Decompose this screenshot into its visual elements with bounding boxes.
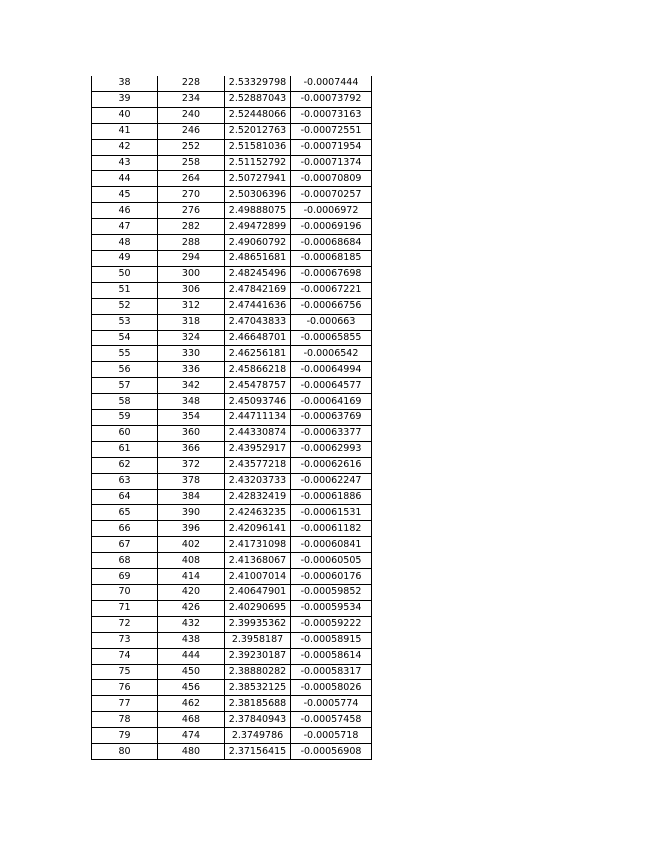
cell-index: 79: [92, 728, 158, 744]
cell-x: 450: [158, 664, 225, 680]
table-row: [92, 171, 372, 187]
cell-index: 59: [92, 410, 158, 426]
cell-value: 2.37840943: [225, 712, 291, 728]
cell-derivative: -0.00067698: [291, 266, 372, 282]
cell-derivative: -0.00071954: [291, 139, 372, 155]
cell-derivative: -0.00068684: [291, 235, 372, 251]
table-row: [92, 585, 372, 601]
cell-index: 75: [92, 664, 158, 680]
cell-value: 2.45478757: [225, 378, 291, 394]
table-row: [92, 330, 372, 346]
cell-value: 2.45866218: [225, 362, 291, 378]
table-row: [92, 489, 372, 505]
table-row: [92, 203, 372, 219]
table-row: [92, 473, 372, 489]
cell-index: 45: [92, 187, 158, 203]
cell-x: 258: [158, 155, 225, 171]
table-row: [92, 616, 372, 632]
table-row: [92, 219, 372, 235]
cell-index: 54: [92, 330, 158, 346]
cell-index: 61: [92, 441, 158, 457]
cell-index: 63: [92, 473, 158, 489]
table-row: [92, 632, 372, 648]
cell-x: 390: [158, 505, 225, 521]
cell-index: 43: [92, 155, 158, 171]
cell-value: 2.53329798: [225, 76, 291, 91]
cell-derivative: -0.00065855: [291, 330, 372, 346]
cell-value: 2.47842169: [225, 282, 291, 298]
cell-value: 2.40647901: [225, 585, 291, 601]
cell-x: 306: [158, 282, 225, 298]
cell-value: 2.42832419: [225, 489, 291, 505]
cell-value: 2.49472899: [225, 219, 291, 235]
cell-value: 2.49060792: [225, 235, 291, 251]
cell-index: 60: [92, 425, 158, 441]
cell-index: 50: [92, 266, 158, 282]
cell-index: 69: [92, 569, 158, 585]
cell-x: 414: [158, 569, 225, 585]
cell-index: 68: [92, 553, 158, 569]
cell-derivative: -0.000663: [291, 314, 372, 330]
cell-value: 2.48245496: [225, 266, 291, 282]
cell-x: 432: [158, 616, 225, 632]
cell-index: 46: [92, 203, 158, 219]
table-row: [92, 282, 372, 298]
cell-index: 39: [92, 91, 158, 107]
cell-derivative: -0.0007444: [291, 76, 372, 91]
cell-derivative: -0.00070257: [291, 187, 372, 203]
cell-derivative: -0.00070809: [291, 171, 372, 187]
cell-x: 462: [158, 696, 225, 712]
table-row: [92, 362, 372, 378]
cell-derivative: -0.00061182: [291, 521, 372, 537]
table-row: [92, 600, 372, 616]
table-row: [92, 394, 372, 410]
cell-index: 51: [92, 282, 158, 298]
cell-value: 2.39935362: [225, 616, 291, 632]
cell-x: 252: [158, 139, 225, 155]
cell-derivative: -0.00060841: [291, 537, 372, 553]
cell-x: 342: [158, 378, 225, 394]
cell-derivative: -0.00058614: [291, 648, 372, 664]
table-row: [92, 378, 372, 394]
cell-derivative: -0.00064169: [291, 394, 372, 410]
cell-index: 58: [92, 394, 158, 410]
cell-value: 2.52448066: [225, 107, 291, 123]
cell-value: 2.41731098: [225, 537, 291, 553]
cell-index: 40: [92, 107, 158, 123]
cell-x: 348: [158, 394, 225, 410]
cell-derivative: -0.00059852: [291, 585, 372, 601]
table-row: [92, 76, 372, 91]
cell-derivative: -0.00073163: [291, 107, 372, 123]
cell-x: 408: [158, 553, 225, 569]
cell-value: 2.3749786: [225, 728, 291, 744]
cell-derivative: -0.00066756: [291, 298, 372, 314]
cell-value: 2.46648701: [225, 330, 291, 346]
cell-value: 2.49888075: [225, 203, 291, 219]
cell-derivative: -0.00067221: [291, 282, 372, 298]
cell-x: 336: [158, 362, 225, 378]
cell-index: 77: [92, 696, 158, 712]
cell-x: 384: [158, 489, 225, 505]
cell-index: 66: [92, 521, 158, 537]
table-row: [92, 648, 372, 664]
table-row: [92, 441, 372, 457]
cell-derivative: -0.00060176: [291, 569, 372, 585]
cell-index: 64: [92, 489, 158, 505]
table-row: [92, 505, 372, 521]
cell-value: 2.39230187: [225, 648, 291, 664]
cell-x: 456: [158, 680, 225, 696]
cell-x: 318: [158, 314, 225, 330]
cell-index: 74: [92, 648, 158, 664]
table-row: [92, 298, 372, 314]
table-row: [92, 744, 372, 760]
cell-value: 2.51152792: [225, 155, 291, 171]
cell-x: 330: [158, 346, 225, 362]
cell-value: 2.43577218: [225, 457, 291, 473]
table-row: [92, 712, 372, 728]
cell-index: 65: [92, 505, 158, 521]
cell-x: 276: [158, 203, 225, 219]
cell-x: 444: [158, 648, 225, 664]
table-row: [92, 664, 372, 680]
cell-value: 2.52887043: [225, 91, 291, 107]
cell-value: 2.41368067: [225, 553, 291, 569]
cell-index: 42: [92, 139, 158, 155]
cell-value: 2.48651681: [225, 250, 291, 266]
cell-x: 294: [158, 250, 225, 266]
cell-derivative: -0.00058317: [291, 664, 372, 680]
table-row: [92, 250, 372, 266]
cell-x: 354: [158, 410, 225, 426]
cell-derivative: -0.00061886: [291, 489, 372, 505]
table-body: [92, 76, 372, 759]
cell-value: 2.50306396: [225, 187, 291, 203]
cell-index: 62: [92, 457, 158, 473]
cell-derivative: -0.00062993: [291, 441, 372, 457]
cell-index: 41: [92, 123, 158, 139]
table-row: [92, 537, 372, 553]
cell-x: 312: [158, 298, 225, 314]
cell-value: 2.3958187: [225, 632, 291, 648]
cell-value: 2.42463235: [225, 505, 291, 521]
cell-derivative: -0.00058915: [291, 632, 372, 648]
cell-index: 38: [92, 76, 158, 91]
cell-value: 2.38880282: [225, 664, 291, 680]
cell-derivative: -0.00071374: [291, 155, 372, 171]
cell-value: 2.50727941: [225, 171, 291, 187]
cell-index: 76: [92, 680, 158, 696]
cell-x: 468: [158, 712, 225, 728]
cell-derivative: -0.00073792: [291, 91, 372, 107]
cell-derivative: -0.0005718: [291, 728, 372, 744]
table-row: [92, 91, 372, 107]
cell-x: 234: [158, 91, 225, 107]
table-row: [92, 553, 372, 569]
cell-x: 228: [158, 76, 225, 91]
cell-index: 52: [92, 298, 158, 314]
table-row: [92, 314, 372, 330]
cell-derivative: -0.00059222: [291, 616, 372, 632]
table-row: [92, 346, 372, 362]
table-row: [92, 569, 372, 585]
cell-x: 360: [158, 425, 225, 441]
table-row: [92, 457, 372, 473]
cell-index: 57: [92, 378, 158, 394]
cell-x: 474: [158, 728, 225, 744]
table-row: [92, 187, 372, 203]
cell-derivative: -0.0006972: [291, 203, 372, 219]
cell-x: 480: [158, 744, 225, 760]
cell-index: 53: [92, 314, 158, 330]
cell-index: 56: [92, 362, 158, 378]
cell-x: 366: [158, 441, 225, 457]
cell-derivative: -0.00064994: [291, 362, 372, 378]
cell-value: 2.43203733: [225, 473, 291, 489]
cell-value: 2.43952917: [225, 441, 291, 457]
cell-derivative: -0.00056908: [291, 744, 372, 760]
cell-value: 2.38185688: [225, 696, 291, 712]
table-row: [92, 139, 372, 155]
cell-index: 49: [92, 250, 158, 266]
cell-index: 72: [92, 616, 158, 632]
table-row: [92, 410, 372, 426]
cell-value: 2.42096141: [225, 521, 291, 537]
cell-value: 2.38532125: [225, 680, 291, 696]
cell-value: 2.44711134: [225, 410, 291, 426]
cell-index: 55: [92, 346, 158, 362]
cell-derivative: -0.00061531: [291, 505, 372, 521]
table-row: [92, 266, 372, 282]
cell-x: 264: [158, 171, 225, 187]
cell-value: 2.51581036: [225, 139, 291, 155]
cell-index: 78: [92, 712, 158, 728]
cell-value: 2.47043833: [225, 314, 291, 330]
cell-derivative: -0.00058026: [291, 680, 372, 696]
cell-x: 426: [158, 600, 225, 616]
cell-derivative: -0.00072551: [291, 123, 372, 139]
cell-x: 396: [158, 521, 225, 537]
cell-value: 2.46256181: [225, 346, 291, 362]
cell-derivative: -0.00059534: [291, 600, 372, 616]
cell-x: 420: [158, 585, 225, 601]
cell-derivative: -0.00068185: [291, 250, 372, 266]
cell-index: 70: [92, 585, 158, 601]
table-row: [92, 728, 372, 744]
table-row: [92, 235, 372, 251]
table-row: [92, 696, 372, 712]
cell-derivative: -0.00069196: [291, 219, 372, 235]
cell-derivative: -0.00057458: [291, 712, 372, 728]
cell-derivative: -0.00063769: [291, 410, 372, 426]
table-row: [92, 521, 372, 537]
cell-derivative: -0.0005774: [291, 696, 372, 712]
cell-x: 300: [158, 266, 225, 282]
cell-x: 246: [158, 123, 225, 139]
table-row: [92, 123, 372, 139]
cell-x: 324: [158, 330, 225, 346]
table-row: [92, 107, 372, 123]
data-table: [91, 76, 372, 760]
cell-derivative: -0.00063377: [291, 425, 372, 441]
cell-derivative: -0.00062616: [291, 457, 372, 473]
cell-x: 282: [158, 219, 225, 235]
cell-x: 288: [158, 235, 225, 251]
cell-derivative: -0.00060505: [291, 553, 372, 569]
table-row: [92, 155, 372, 171]
cell-value: 2.41007014: [225, 569, 291, 585]
cell-value: 2.44330874: [225, 425, 291, 441]
cell-x: 240: [158, 107, 225, 123]
cell-index: 44: [92, 171, 158, 187]
cell-value: 2.37156415: [225, 744, 291, 760]
cell-x: 270: [158, 187, 225, 203]
cell-derivative: -0.00064577: [291, 378, 372, 394]
cell-index: 73: [92, 632, 158, 648]
cell-derivative: -0.0006542: [291, 346, 372, 362]
cell-index: 71: [92, 600, 158, 616]
table-row: [92, 425, 372, 441]
cell-x: 438: [158, 632, 225, 648]
cell-index: 80: [92, 744, 158, 760]
cell-value: 2.45093746: [225, 394, 291, 410]
cell-index: 48: [92, 235, 158, 251]
cell-index: 67: [92, 537, 158, 553]
cell-value: 2.40290695: [225, 600, 291, 616]
cell-x: 372: [158, 457, 225, 473]
cell-index: 47: [92, 219, 158, 235]
cell-value: 2.52012763: [225, 123, 291, 139]
cell-x: 378: [158, 473, 225, 489]
cell-value: 2.47441636: [225, 298, 291, 314]
table-row: [92, 680, 372, 696]
cell-x: 402: [158, 537, 225, 553]
cell-derivative: -0.00062247: [291, 473, 372, 489]
